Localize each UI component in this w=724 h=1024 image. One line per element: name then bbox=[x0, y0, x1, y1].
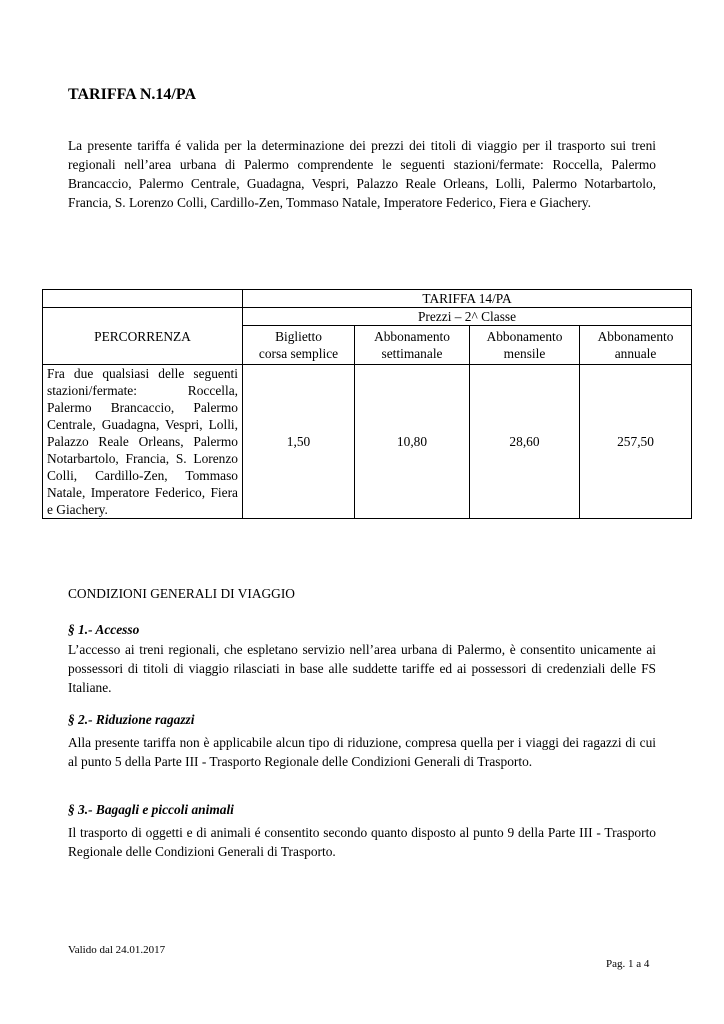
price-monthly: 28,60 bbox=[470, 365, 580, 519]
section-heading-luggage: § 3.- Bagagli e piccoli animali bbox=[68, 802, 234, 817]
column-header-line2: settimanale bbox=[381, 346, 443, 361]
column-header-weekly bbox=[355, 326, 470, 365]
tariff-table bbox=[42, 289, 692, 519]
table-header-row-1 bbox=[43, 290, 692, 308]
column-header-line1: Biglietto bbox=[275, 329, 322, 344]
intro-paragraph: La presente tariffa é valida per la determinazione dei prezzi dei titoli di viaggio per il trasporto sui treni regionali nell’area urbana di Palermo comprendente le seguenti stazioni/fermate: Roccella, Palermo Brancaccio, Palermo Centrale, Guadagna, Vespri, Palazzo Reale Orleans, Lolli, Palermo Notarbartolo, Francia, S. Lorenzo Colli, Cardillo-Zen, Tommaso Natale, Imperatore Federico, Fiera e Giachery. bbox=[68, 138, 656, 210]
price-header: Prezzi – 2^ Classe bbox=[243, 308, 692, 326]
tariff-header: TARIFFA 14/PA bbox=[243, 290, 692, 308]
column-header-line2: corsa semplice bbox=[258, 346, 339, 361]
route-header: PERCORRENZA bbox=[43, 308, 243, 365]
price-weekly: 10,80 bbox=[355, 365, 470, 519]
table-row bbox=[43, 365, 692, 519]
section-body-luggage: Il trasporto di oggetti e di animali é consentito secondo quanto disposto al punto 9 della Parte III - Trasporto Regionale delle Condizioni Generali di Trasporto. bbox=[68, 825, 656, 859]
column-header-line1: Abbonamento bbox=[486, 329, 563, 344]
column-header-annual bbox=[580, 326, 692, 365]
column-header-line2: annuale bbox=[614, 346, 657, 361]
price-annual: 257,50 bbox=[580, 365, 692, 519]
section-heading-access: § 1.- Accesso bbox=[68, 622, 140, 637]
column-header-single-ticket bbox=[243, 326, 355, 365]
column-header-line1: Abbonamento bbox=[597, 329, 674, 344]
column-header-line1: Abbonamento bbox=[374, 329, 450, 344]
conditions-title: CONDIZIONI GENERALI DI VIAGGIO bbox=[68, 586, 295, 601]
section-body-access: L’accesso ai treni regionali, che espletano servizio nell’area urbana di Palermo, è consentito unicamente ai possessori di titoli di viaggio rilasciati in base alle suddette tariffe ed ai possessori di credenziali delle FS Italiane. bbox=[68, 642, 656, 695]
footer-validity: Valido dal 24.01.2017 bbox=[68, 944, 166, 956]
column-header-monthly bbox=[470, 326, 580, 365]
document-title: TARIFFA N.14/PA bbox=[68, 86, 196, 103]
footer-page-number: Pag. 1 a 4 bbox=[606, 958, 650, 970]
column-header-line2: mensile bbox=[503, 346, 546, 361]
table-header-row-2 bbox=[43, 308, 692, 326]
section-heading-children: § 2.- Riduzione ragazzi bbox=[68, 712, 195, 727]
table-empty-corner bbox=[43, 290, 243, 308]
route-description: Fra due qualsiasi delle seguenti stazioni/fermate: Roccella, Palermo Brancaccio, Palermo Centrale, Guadagna, Vespri, Lolli, Palazzo Reale Orleans, Palermo Notarbartolo, Francia, S. Lorenzo Colli, Cardillo-Zen, Tommaso Natale, Imperatore Federico, Fiera e Giachery. bbox=[43, 365, 243, 519]
price-single-ticket: 1,50 bbox=[243, 365, 355, 519]
section-body-children: Alla presente tariffa non è applicabile alcun tipo di riduzione, compresa quella per i viaggi dei ragazzi di cui al punto 5 della Parte III - Trasporto Regionale delle Condizioni Generali di Trasporto. bbox=[68, 735, 656, 769]
